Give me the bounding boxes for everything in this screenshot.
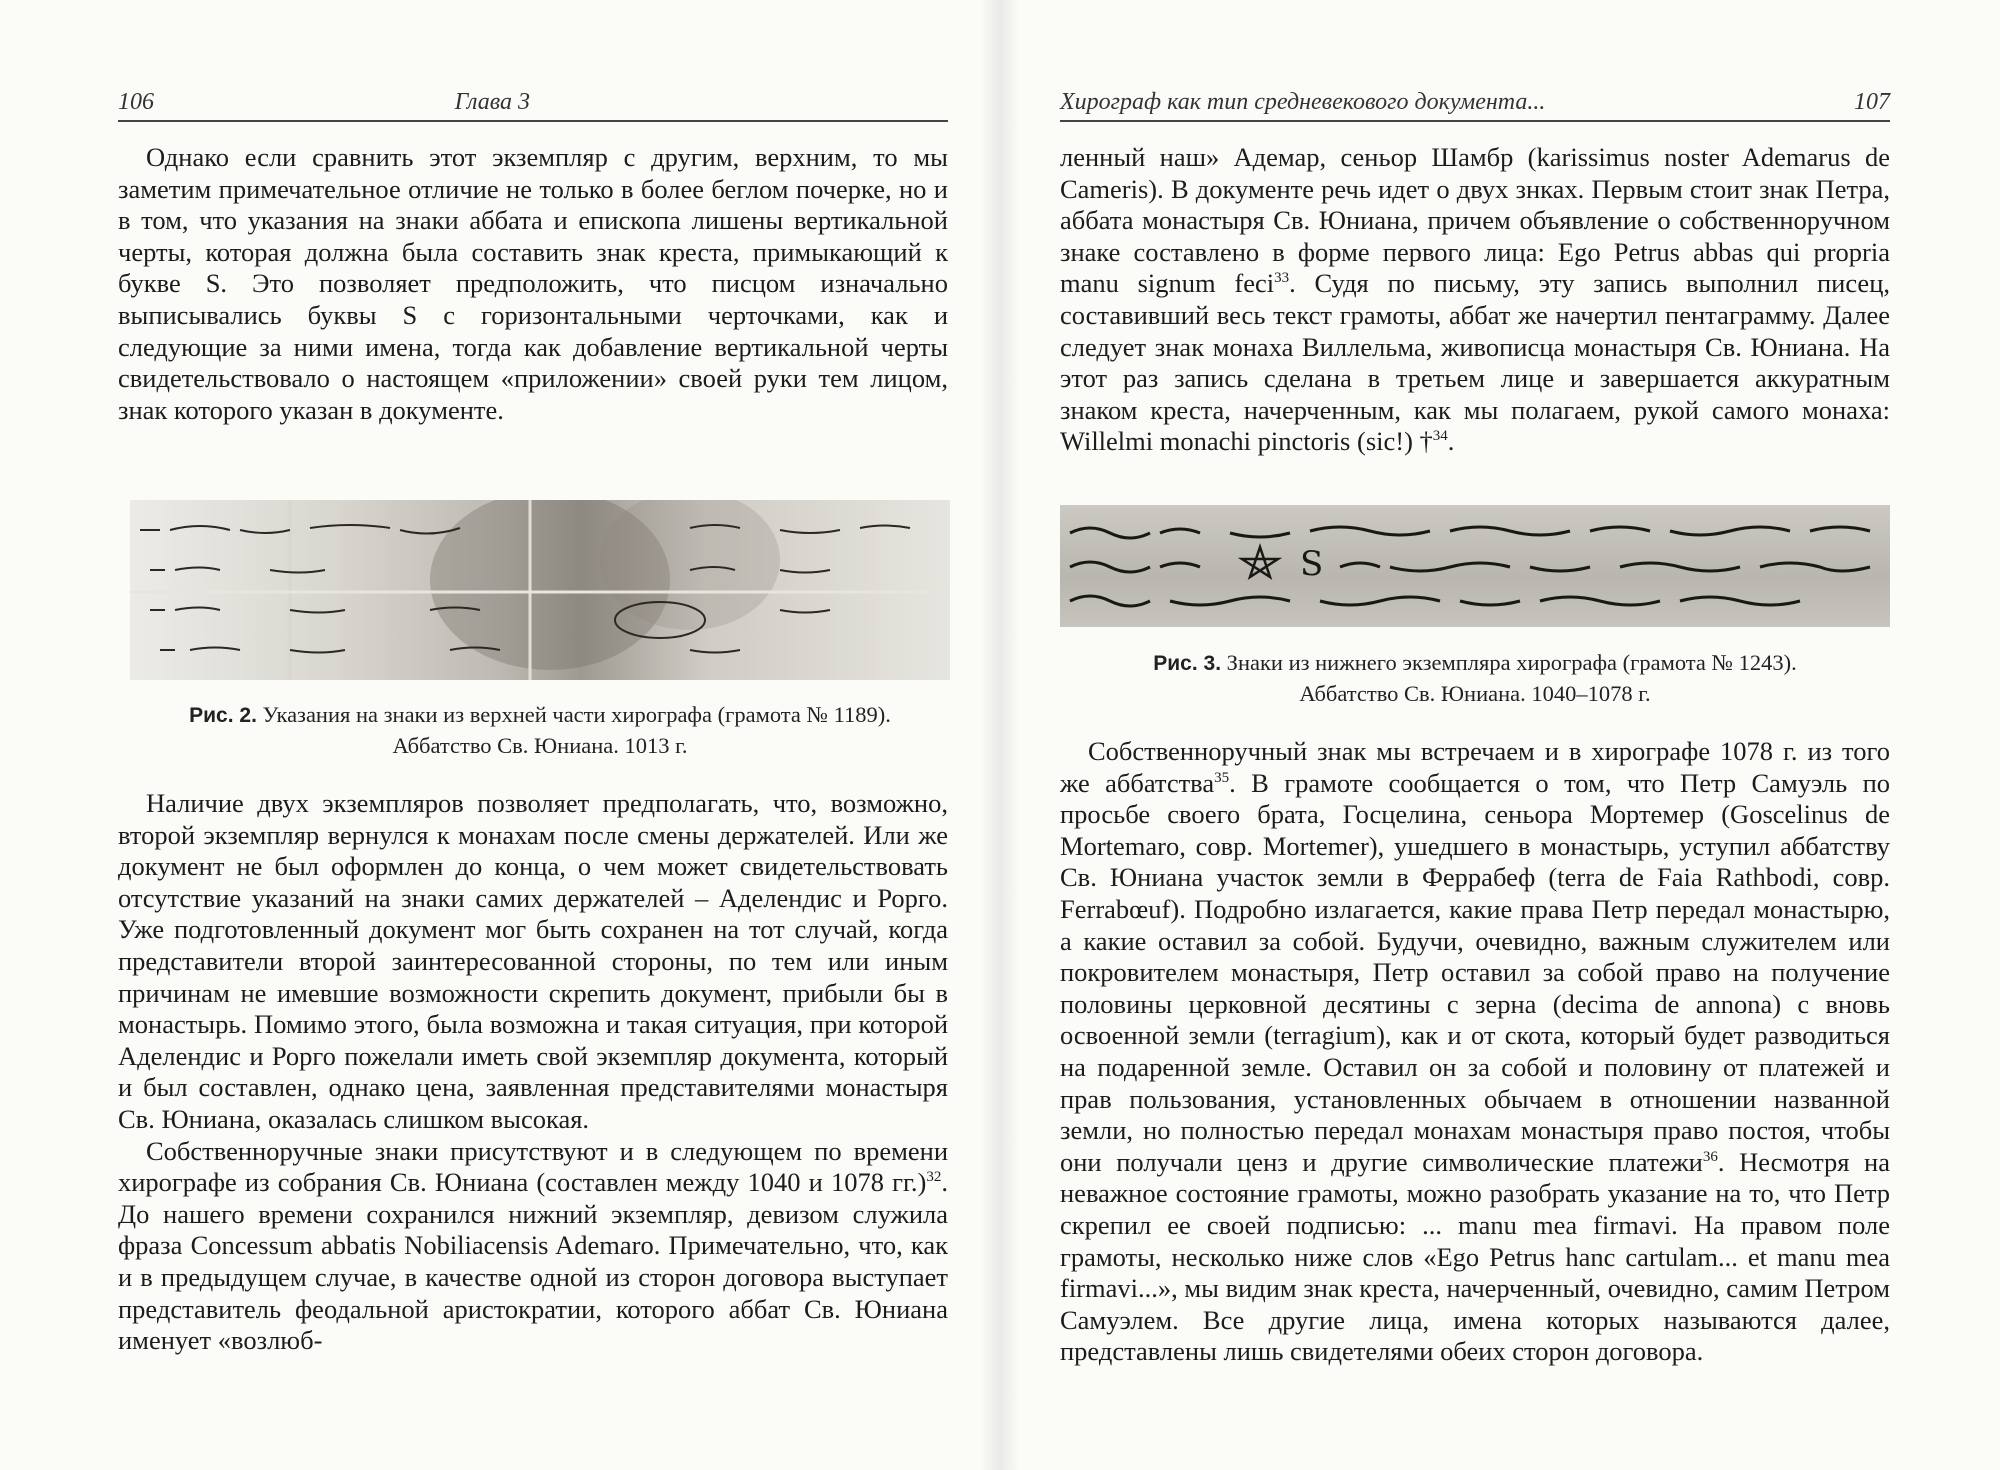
figure-2-caption-line-1: Указания на знаки из верхней части хирографа (грамота № 1189). bbox=[262, 702, 891, 727]
right-page-header bbox=[1060, 80, 1890, 122]
left-paragraph-1: Однако если сравнить этот экземпляр с другим, верхним, то мы заметим примечательное отличие не только в более беглом почерке, но и в том, что указания на знаки аббата и епископа лишены вертикальной черты, которая должна была составить знак креста, примыкающий к букве S. Это позволяет предположить, что писцом изначально выписывались буквы S с горизонтальными черточками, как и следующие за ними имена, тогда как добавление вертикальной черты свидетельствовало о настоящем «приложении» своей руки тем лицом, знак которого указан в документе. bbox=[118, 142, 948, 425]
right-paragraph-1 bbox=[1060, 142, 1890, 458]
figure-3-manuscript-image bbox=[1060, 505, 1890, 627]
right-text-block-top bbox=[1060, 142, 1890, 458]
left-paragraph-2: Наличие двух экземпляров позволяет предполагать, что, возможно, второй экземпляр вернулся к монахам после смены держателей. Или же документ не был оформлен до конца, о чем может свидетельствовать отсутствие указаний на знаки самих держателей – Аделендис и Рорго. Уже подготовленный документ мог быть сохранен на тот случай, когда представители второй заинтересованной стороны, по тем или иным причинам не имевшие возможности скрепить документ, прибыли бы в монастырь. Помимо этого, была возможна и такая ситуация, при которой Аделендис и Рорго пожелали иметь свой экземпляр документа, который и был составлен, однако цена, заявленная представителями монастыря Св. Юниана, оказалась слишком высокая. bbox=[118, 788, 948, 1134]
right-paragraph-2-part-b: . В грамоте сообщается о том, что Петр Самуэль по просьбе своего брата, Госцелина, сеньора Мортемер (Goscelinus de Mortemaro, совр. Mortemer), ушедшего в монастырь, уступил аббатству Св. Юниана участок земли в Феррабеф (terra de Faia Rathbodi, совр. Ferrabœuf). Подробно излагается, какие права Петр передал монастырю, а какие оставил за собой. Будучи, очевидно, важным служителем или покровителем монастыря, Петр оставил за собой право на получение половины церковной десятины с зерна (decima de annona) с вновь освоенной земли (terragium), как и от скота, который будет разводиться на подаренной земле. Оставил он за собой и половину от платежей и прав пользования, установленных обычаем в отношении названной земли, но полностью передал монахам монастыря право постоя, чтобы они получали ценз и другие символические платежи bbox=[1060, 767, 1890, 1177]
right-paragraph-1-part-a: ленный наш» Адемар, сеньор Шамбр (karissimus noster Ademarus de Cameris). В документе речь идет о двух знках. Первым стоит знак Петра, аббата монастыря Св. Юниана, причем объявление о собственноручном знаке составлено в форме первого лица: Ego Petrus abbas qui propria manu signum feci bbox=[1060, 142, 1890, 299]
left-page-number: 106 bbox=[118, 89, 154, 115]
figure-3-label: Рис. 3. bbox=[1153, 652, 1222, 675]
right-paragraph-1-part-c: . bbox=[1447, 426, 1455, 457]
manuscript-scan-3-icon bbox=[1060, 505, 1890, 627]
manuscript-scan-2-icon bbox=[130, 500, 950, 680]
svg-text:S: S bbox=[1300, 544, 1324, 584]
left-page-header bbox=[118, 80, 948, 122]
footnote-ref-32[interactable]: 32 bbox=[926, 1169, 942, 1186]
right-paragraph-1-part-b: . Судя по письму, эту запись выполнил писец, составивший весь текст грамоты, аббат же начертил пентаграмму. Далее следует знак монаха Виллельма, живописца монастыря Св. Юниана. На этот раз запись сделана в третьем лице и завершается аккуратным знаком креста, начерченным, как мы полагаем, рукой самого монаха: Willelmi monachi pinctoris (sic!) † bbox=[1060, 268, 1891, 457]
right-paragraph-2-part-c: . Несмотря на неважное состояние грамоты, можно разобрать указание на то, что Петр скрепил ее своей подписью: ... manu mea firmavi. На правом поле грамоты, несколько ниже слов «Ego Petrus hanc cartulam... et manu mea firmavi...», мы видим знак креста, начерченный, очевидно, самим Петром Самуэлем. Все другие лица, имена которых называются далее, представлены лишь свидетелями обеих сторон договора. bbox=[1060, 1146, 1890, 1367]
right-page bbox=[1010, 0, 2000, 1470]
left-text-block-top bbox=[118, 142, 948, 426]
left-text-block-bottom bbox=[118, 788, 948, 1357]
left-paragraph-3 bbox=[118, 1136, 948, 1357]
left-running-head: Глава 3 bbox=[454, 89, 530, 115]
left-paragraph-3-part-a: Собственноручные знаки присутствуют и в следующем по времени хирографе из собрания Св. Юниана (составлен между 1040 и 1078 гг.) bbox=[118, 1135, 948, 1198]
figure-3-caption-line-2: Аббатство Св. Юниана. 1040–1078 г. bbox=[1299, 681, 1651, 706]
left-paragraph-3-part-b: . До нашего времени сохранился нижний экземпляр, девизом служила фраза Concessum abbatis Nobiliacensis Ademaro. Примечательно, что, как и в предыдущем случае, в качестве одной из сторон договора выступает представитель феодальной аристократии, которого аббат Св. Юниана именует «возлюб- bbox=[118, 1167, 948, 1356]
figure-2-manuscript-image bbox=[130, 500, 950, 680]
right-paragraph-2 bbox=[1060, 736, 1890, 1368]
footnote-ref-33[interactable]: 33 bbox=[1274, 270, 1290, 287]
figure-2-caption bbox=[130, 700, 950, 761]
figure-2-caption-line-2: Аббатство Св. Юниана. 1013 г. bbox=[392, 733, 688, 758]
figure-2-label: Рис. 2. bbox=[189, 704, 257, 727]
footnote-ref-36[interactable]: 36 bbox=[1702, 1148, 1718, 1165]
right-text-block-bottom bbox=[1060, 736, 1890, 1368]
right-running-head: Хирограф как тип средневекового документа... bbox=[1060, 89, 1546, 115]
left-page bbox=[0, 0, 990, 1470]
footnote-ref-35[interactable]: 35 bbox=[1214, 769, 1230, 786]
right-page-number: 107 bbox=[1854, 89, 1890, 115]
figure-3-caption-line-1: Знаки из нижнего экземпляра хирографа (грамота № 1243). bbox=[1226, 650, 1797, 675]
right-paragraph-2-part-a: Собственноручный знак мы встречаем и в хирографе 1078 г. из того же аббатства bbox=[1060, 736, 1890, 798]
figure-3-caption bbox=[1060, 648, 1890, 709]
footnote-ref-34[interactable]: 34 bbox=[1432, 428, 1448, 445]
